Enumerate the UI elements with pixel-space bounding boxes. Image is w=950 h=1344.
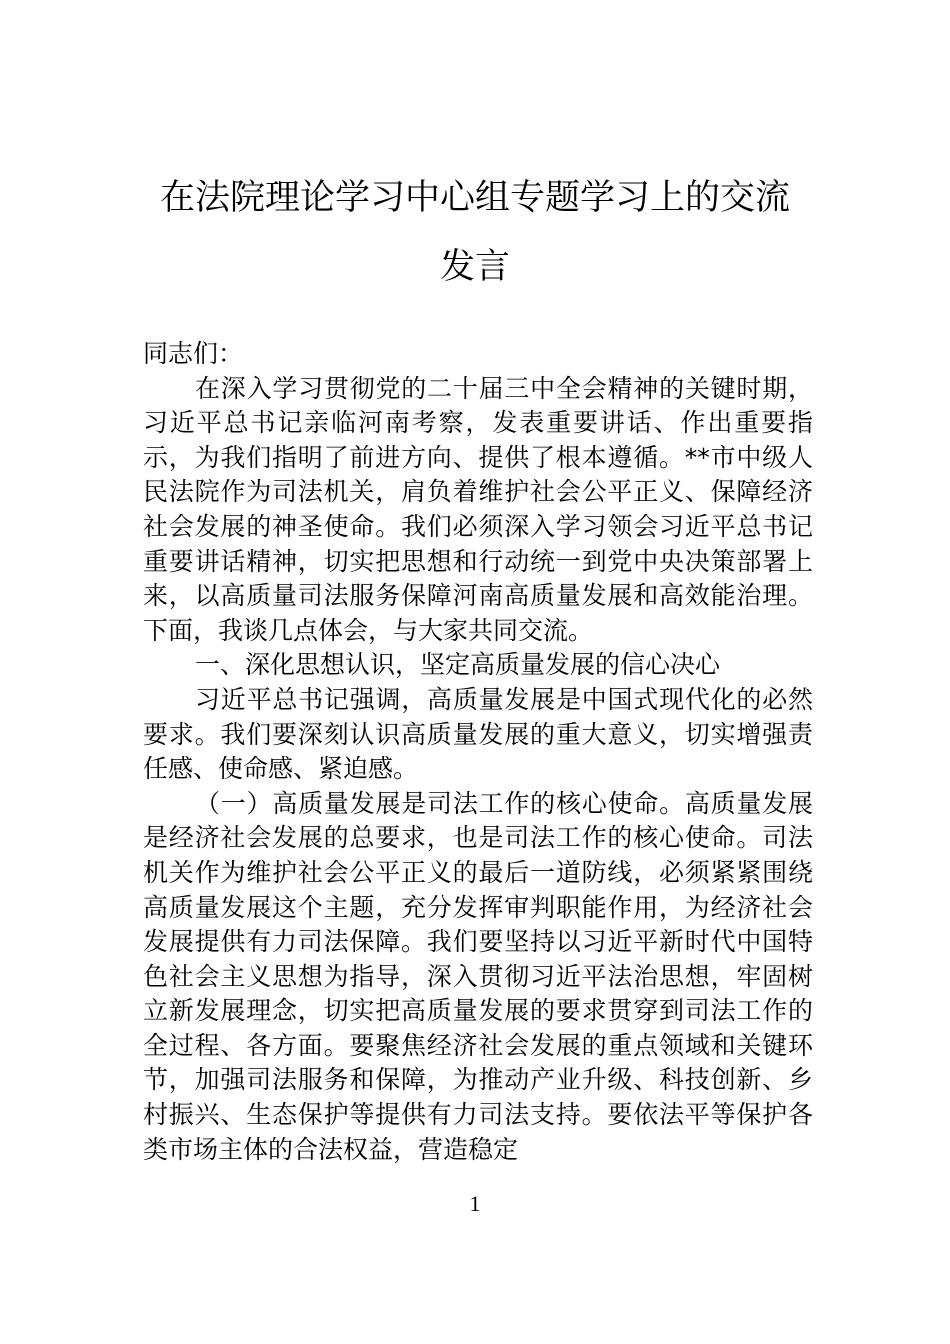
salutation: 同志们： xyxy=(143,339,244,368)
document-title-line-2: 发言 xyxy=(439,247,510,287)
document-body xyxy=(143,337,813,1167)
document-title-line-1: 在法院理论学习中心组专题学习上的交流 xyxy=(159,178,790,218)
body-paragraph: 习近平总书记强调，高质量发展是中国式现代化的必然要求。我们要深刻认识高质量发展的重大意义，切实增强责任感、使命感、紧迫感。 xyxy=(143,684,813,784)
section-heading: 一、深化思想认识，坚定高质量发展的信心决心 xyxy=(195,650,721,680)
body-paragraph: （一）高质量发展是司法工作的核心使命。高质量发展是经济社会发展的总要求，也是司法工作的核心使命。司法机关作为维护社会公平正义的最后一道防线，必须紧紧围绕高质量发展这个主题，充分发挥审判职能作用，为经济社会发展提供有力司法保障。我们要坚持以习近平新时代中国特色社会主义思想为指导，深入贯彻习近平法治思想，牢固树立新发展理念，切实把高质量发展的要求贯穿到司法工作的全过程、各方面。要聚焦经济社会发展的重点领域和关键环节，加强司法服务和保障，为推动产业升级、科技创新、乡村振兴、生态保护等提供有力司法支持。要依法平等保护各类市场主体的合法权益，营造稳定 xyxy=(143,788,813,1164)
body-paragraph: 在深入学习贯彻党的二十届三中全会精神的关键时期，习近平总书记亲临河南考察，发表重要讲话、作出重要指示，为我们指明了前进方向、提供了根本遵循。**市中级人民法院作为司法机关，肩负着维护社会公平正义、保障经济社会发展的神圣使命。我们必须深入学习领会习近平总书记重要讲话精神，切实把思想和行动统一到党中央决策部署上来，以高质量司法服务保障河南高质量发展和高效能治理。下面，我谈几点体会，与大家共同交流。 xyxy=(143,373,813,645)
page-number: 1 xyxy=(469,1191,481,1216)
